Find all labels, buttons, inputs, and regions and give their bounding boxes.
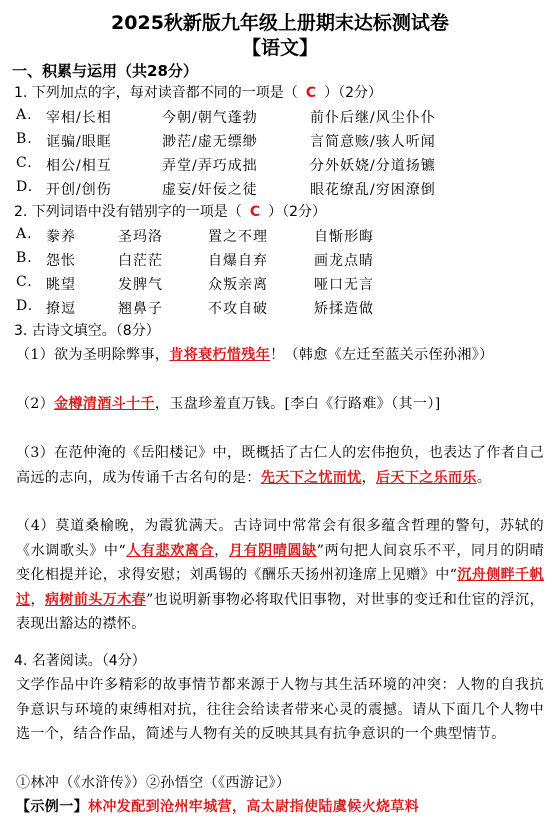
q3-part-2 bbox=[16, 392, 544, 417]
option-item: 撩逗 bbox=[46, 301, 76, 317]
q3-p3-answer-1: 先天下之忧而忧 bbox=[260, 469, 362, 486]
option-item: 开创/创伤 bbox=[46, 182, 112, 198]
option-item: 画龙点睛 bbox=[314, 253, 374, 269]
option-item: 白茫茫 bbox=[118, 253, 163, 269]
option-item: 宰相/长相 bbox=[46, 110, 112, 126]
q1-stem-tail: ）（2分） bbox=[324, 85, 383, 101]
option-item: 哑口无言 bbox=[314, 277, 374, 293]
q4-example bbox=[16, 795, 544, 820]
q3-p4-suffix: ”也说明新事物必将取代旧事物，对世事的变迁和仕宦的浮沉，表现出豁达的襟怀。 bbox=[16, 591, 545, 632]
q3-p4-answer-3: 沉舟侧畔千帆过 bbox=[16, 567, 544, 608]
q3-p3-prefix: （3）在范仲淹的《岳阳楼记》中，既概括了古仁人的宏伟抱负，也表达了作者自己高远的志向，成为传诵千古名句的是： bbox=[16, 445, 544, 486]
q3-p4-prefix: （4）莫道桑榆晚，为霞犹满天。古诗词中常常会有很多蕴含哲理的警句，苏轼的《水调歌头》中“ bbox=[16, 518, 544, 559]
option-item: 诓骗/眼眶 bbox=[46, 134, 112, 150]
q3-p3-separator: ， bbox=[361, 469, 377, 486]
question-4-stem: 4. 名著阅读。（4分） bbox=[14, 653, 146, 669]
q3-p4-text-mid: ”两句把人间哀乐不平，同月的阴晴变化相提并论，求得安慰；刘禹锡的《酬乐天扬州初逢席上见赠》中“ bbox=[16, 542, 545, 583]
option-item: 自惭形晦 bbox=[314, 229, 374, 245]
option-item: 众叛亲离 bbox=[208, 277, 268, 293]
option-item: 不攻自破 bbox=[208, 301, 268, 317]
q4-choices: ①林冲（《水浒传》）②孙悟空（《西游记》） bbox=[16, 775, 291, 791]
option-item: 分外妖娆/分道扬镳 bbox=[310, 158, 436, 174]
q3-part-4 bbox=[16, 514, 544, 637]
option-item: 眼花缭乱/穷困潦倒 bbox=[310, 182, 436, 198]
q3-p4-answer-4: 病树前头万木春 bbox=[44, 591, 147, 608]
question-3-stem: 3. 古诗文填空。（8分） bbox=[14, 323, 160, 339]
section-heading: 一、积累与运用（共28分） bbox=[12, 62, 198, 80]
q4-body: 文学作品中许多精彩的故事情节都来源于人物与其生活环境的冲突：人物的自我抗争意识与环境的束缚相对抗，往往会给读者带来心灵的震撼。请从下面几个人物中选一个，结合作品，简述与人物有关的反映其具有抗争意识的一个典型情节。 bbox=[16, 677, 544, 742]
subject-title: 【语文】 bbox=[241, 37, 318, 59]
q3-p2-prefix: （2） bbox=[16, 396, 55, 412]
option-letter: A. bbox=[16, 107, 33, 123]
q3-p1-suffix: ！（韩愈《左迁至蓝关示侄孙湘》） bbox=[270, 347, 494, 363]
q3-p4-answer-1: 人有悲欢离合 bbox=[126, 542, 215, 559]
q2-stem-tail: ）（2分） bbox=[268, 204, 327, 220]
q3-part-3 bbox=[16, 441, 544, 490]
q3-p4-answer-2: 月有阴晴圆缺 bbox=[228, 542, 317, 559]
option-letter: D. bbox=[16, 179, 34, 195]
option-letter: C. bbox=[16, 274, 33, 290]
option-item: 置之不理 bbox=[208, 229, 268, 245]
q2-answer: C bbox=[249, 204, 261, 220]
option-item: 发脾气 bbox=[118, 277, 163, 293]
q3-part-1 bbox=[16, 343, 544, 368]
option-item: 相公/相互 bbox=[46, 158, 112, 174]
option-item: 弄堂/弄巧成拙 bbox=[162, 158, 258, 174]
option-item: 眺望 bbox=[46, 277, 76, 293]
q2-stem-text: 2. 下列词语中没有错别字的一项是（ bbox=[14, 204, 242, 220]
option-item: 今朝/朝气蓬勃 bbox=[162, 110, 258, 126]
q3-p4-separator-1: ， bbox=[214, 542, 229, 559]
option-item: 矫揉造做 bbox=[314, 301, 374, 317]
option-letter: D. bbox=[16, 298, 34, 314]
q3-p3-suffix: 。 bbox=[476, 469, 492, 486]
question-2-stem bbox=[14, 202, 326, 222]
option-item: 圣玛洛 bbox=[118, 229, 163, 245]
option-item: 豢养 bbox=[46, 229, 76, 245]
q1-stem-text: 1. 下列加点的字，每对读音都不同的一项是（ bbox=[14, 85, 298, 101]
q1-answer: C bbox=[305, 85, 317, 101]
option-item: 虚妄/奸佞之徒 bbox=[162, 182, 258, 198]
q3-p1-prefix: （1）欲为圣明除弊事， bbox=[16, 347, 170, 363]
option-letter: C. bbox=[16, 155, 33, 171]
example-label: 【示例一】 bbox=[16, 799, 88, 815]
q3-p4-separator-2: ， bbox=[30, 591, 45, 608]
option-item: 言简意赅/骇人听闻 bbox=[310, 134, 436, 150]
question-1-stem bbox=[14, 83, 382, 103]
option-letter: B. bbox=[16, 131, 33, 147]
q3-p1-answer: 肯将衰朽惜残年 bbox=[169, 347, 271, 363]
option-item: 自爆自弃 bbox=[208, 253, 268, 269]
example-text: 林冲发配到沧州牢城营，高太尉指使陆虞候火烧草料 bbox=[88, 799, 420, 815]
q3-p3-answer-2: 后天下之乐而乐 bbox=[376, 469, 477, 486]
option-item: 怨怅 bbox=[46, 253, 76, 269]
q3-p2-suffix: ，玉盘珍羞直万钱。[李白《行路难》（其一）] bbox=[154, 396, 441, 412]
option-item: 翘鼻子 bbox=[118, 301, 163, 317]
q3-p2-answer: 金樽清酒斗十千 bbox=[54, 396, 155, 412]
option-letter: A. bbox=[16, 226, 33, 242]
exam-title: 2025秋新版九年级上册期末达标测试卷 bbox=[111, 12, 449, 34]
option-item: 渺茫/虚无缥缈 bbox=[162, 134, 258, 150]
option-item: 前仆后继/风尘仆仆 bbox=[310, 110, 436, 126]
option-letter: B. bbox=[16, 250, 33, 266]
